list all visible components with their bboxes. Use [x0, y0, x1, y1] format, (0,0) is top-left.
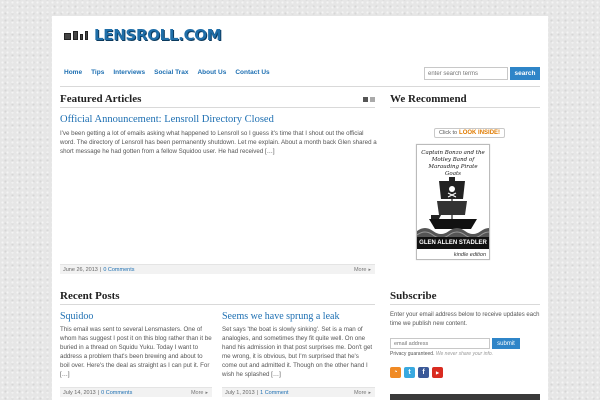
book-cover-image[interactable] [416, 144, 490, 260]
more-link[interactable]: More ▸ [354, 267, 371, 273]
recent-post-excerpt-2: Set says 'the boat is slowly sinking'. Set is a man of analogies, and sometimes they fit quite well. On one hand his admission in that post surprises me. Don't get me wrong, it is obvious, but I'm surprised that he's come out and admitted it. Though on the other hand I wish he splashed […] [222, 326, 373, 378]
page [52, 16, 548, 400]
featured-post-excerpt: I've been getting a lot of emails asking what happened to Lensroll so I guess it's time that I shout out the official word. The directory of Lensroll has been permanently shutdown. Let me explain. About a month back Glen shared a short message he had gotten from a fellow Squidoo user. He had received […] [60, 130, 377, 155]
submit-button[interactable]: submit [492, 338, 520, 349]
email-field[interactable] [390, 338, 490, 349]
post-date: June 26, 2013 [63, 266, 98, 273]
badge-prefix: Click to [439, 130, 458, 136]
recent-post-title-2[interactable]: Seems we have sprung a leak [222, 311, 340, 322]
recent-post-excerpt-1: This email was sent to several Lensmasters. One of whom has suggest I post it on this blog rather than it be buried in a thread on Squidu Yuku. Today I want to address a problem that's been brewing and about to boil over. Here's the deal as straight as I can put it. For […] [60, 326, 212, 378]
nav-about-us[interactable]: About Us [197, 69, 227, 76]
privacy-note [390, 351, 493, 357]
featured-divider [60, 107, 375, 108]
comments-link[interactable]: 0 Comments [101, 389, 133, 396]
meta-separator: | [99, 266, 102, 273]
facebook-icon[interactable]: f [418, 367, 429, 378]
twitter-icon[interactable]: t [404, 367, 415, 378]
search-button[interactable]: search [510, 67, 540, 80]
youtube-icon[interactable]: ▶ [432, 367, 443, 378]
comments-link[interactable]: 1 Comment [260, 389, 289, 396]
nav-social-trax[interactable]: Social Trax [154, 69, 189, 76]
post-date: July 1, 2013 [225, 389, 255, 396]
recommend-heading: We Recommend [390, 93, 467, 105]
more-link[interactable]: More ▸ [354, 390, 371, 396]
recent-posts-heading: Recent Posts [60, 290, 120, 302]
slider-dot[interactable] [370, 97, 375, 102]
recent-post-meta-2 [222, 387, 375, 397]
header-divider [60, 86, 540, 87]
slider-dot-active[interactable] [363, 97, 368, 102]
site-logo[interactable] [64, 24, 221, 46]
nav-contact-us[interactable]: Contact Us [235, 69, 270, 76]
pirate-ship-illustration [417, 171, 489, 241]
kindle-edition-label: kindle edition [453, 252, 486, 258]
main-nav [64, 69, 270, 76]
search-input[interactable] [424, 67, 508, 80]
subscribe-heading: Subscribe [390, 290, 437, 302]
sidebar-widget-bar [390, 394, 540, 400]
badge-emphasis: LOOK INSIDE! [459, 130, 501, 136]
nav-interviews[interactable]: Interviews [113, 69, 146, 76]
post-date: July 14, 2013 [63, 389, 96, 396]
nav-tips[interactable]: Tips [91, 69, 105, 76]
dice-logo-icon [64, 31, 88, 40]
book-title: Captain Bonzo and the Motley Band of Marauding Pirate Goats [421, 150, 485, 177]
featured-post-meta [60, 264, 375, 274]
slider-pager[interactable] [363, 97, 375, 102]
subscribe-description: Enter your email address below to receive updates each time we publish new content. [390, 312, 540, 327]
featured-heading: Featured Articles [60, 93, 142, 105]
recent-post-title-1[interactable]: Squidoo [60, 311, 94, 322]
comments-link[interactable]: 0 Comments [103, 266, 135, 273]
subscribe-form [390, 338, 520, 349]
nav-home[interactable]: Home [64, 69, 83, 76]
meta-separator: | [97, 389, 100, 396]
meta-separator: | [256, 389, 259, 396]
search-box [424, 67, 540, 80]
book-author: GLEN ALLEN STADLER [417, 237, 489, 249]
privacy-label: Privacy guaranteed. [390, 351, 435, 357]
more-link[interactable]: More ▸ [191, 390, 208, 396]
rss-icon[interactable]: ◔ [390, 367, 401, 378]
recent-post-meta-1 [60, 387, 212, 397]
look-inside-badge[interactable] [434, 128, 505, 138]
recommend-divider [390, 107, 540, 108]
subscribe-divider [390, 304, 540, 305]
recent-divider [60, 304, 375, 305]
social-icons [390, 367, 443, 378]
privacy-detail: We never share your info. [435, 351, 494, 357]
featured-post-title[interactable]: Official Announcement: Lensroll Directory Closed [60, 114, 274, 125]
logo-text: LENSROLL.COM [94, 26, 222, 44]
